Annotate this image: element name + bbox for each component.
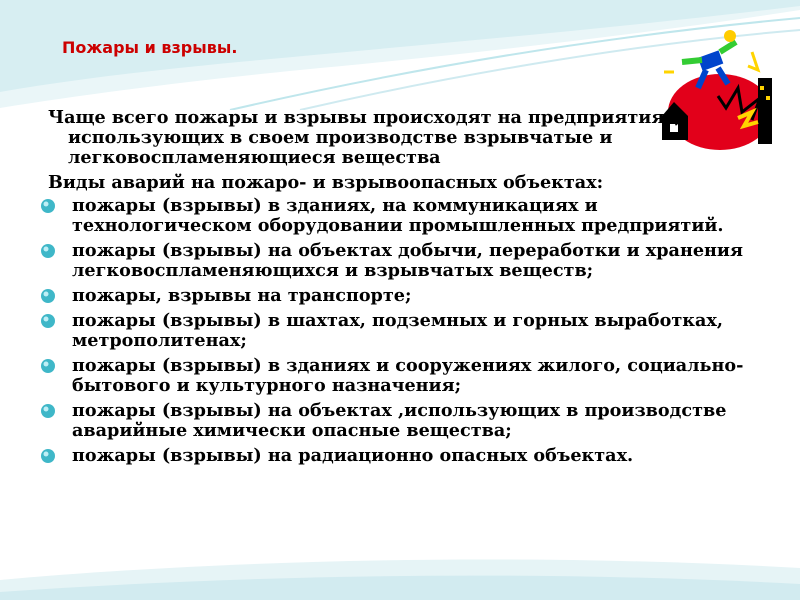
intro-paragraph: Чаще всего пожары и взрывы происходят на предприятиях, использующих в своем производстве взрывчатые и легковоспламеняющиеся вещества <box>48 107 681 168</box>
teal-sphere-bullet-icon <box>40 288 56 304</box>
teal-sphere-bullet-icon <box>40 198 56 214</box>
teal-sphere-bullet-icon <box>40 448 56 464</box>
list-item-text: пожары, взрывы на транспорте; <box>72 285 412 306</box>
list-item-text: пожары (взрывы) на объектах ,использующих в производстве аварийные химически опасные вещества; <box>72 400 727 441</box>
bottom-wave-decoration <box>0 540 800 600</box>
list-item-text: пожары (взрывы) на радиационно опасных объектах. <box>72 445 634 466</box>
teal-sphere-bullet-icon <box>40 358 56 374</box>
list-item <box>48 286 760 306</box>
bullet-list <box>48 196 760 466</box>
list-item <box>48 311 760 351</box>
list-item-text: пожары (взрывы) на объектах добычи, переработки и хранения легковоспламеняющихся и взрывчатых веществ; <box>72 240 743 281</box>
teal-sphere-bullet-icon <box>40 403 56 419</box>
list-item-text: пожары (взрывы) в шахтах, подземных и горных выработках, метрополитенах; <box>72 310 724 351</box>
list-item-text: пожары (взрывы) в зданиях и сооружениях жилого, социально-бытового и культурного назначения; <box>72 355 744 396</box>
list-item <box>48 356 760 396</box>
slide-content <box>48 108 760 471</box>
list-item <box>48 401 760 441</box>
list-item-text: пожары (взрывы) в зданиях, на коммуникациях и технологическом оборудовании промышленных предприятий. <box>72 195 724 236</box>
slide-title: Пожары и взрывы. <box>62 38 238 57</box>
teal-sphere-bullet-icon <box>40 313 56 329</box>
list-item <box>48 196 760 236</box>
list-item <box>48 446 760 466</box>
teal-sphere-bullet-icon <box>40 243 56 259</box>
list-lead: Виды аварий на пожаро- и взрывоопасных объектах: <box>48 172 604 193</box>
list-item <box>48 241 760 281</box>
